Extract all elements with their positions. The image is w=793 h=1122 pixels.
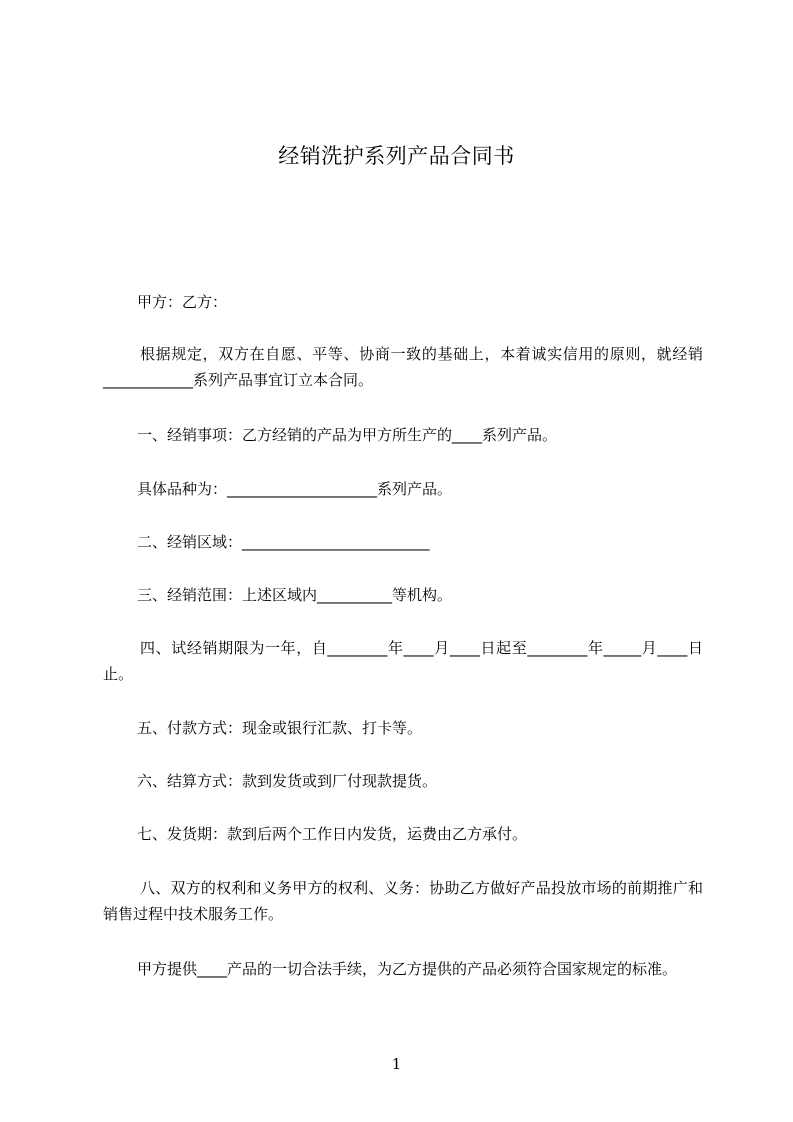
document-title: 经销洗护系列产品合同书 bbox=[278, 144, 515, 168]
clause-distribution-matters: 一、经销事项：乙方经销的产品为甲方所生产的____系列产品。 bbox=[137, 426, 558, 444]
clause-delivery-period: 七、发货期：款到后两个工作日内发货，运费由乙方承付。 bbox=[137, 825, 528, 843]
clause-distribution-region: 二、经销区域：_________________________ bbox=[137, 533, 430, 551]
clause-distribution-scope: 三、经销范围：上述区域内__________等机构。 bbox=[137, 586, 453, 604]
preamble-paragraph: 根据规定，双方在自愿、平等、协商一致的基础上，本着诚实信用的原则，就经销____________系列产品事宜订立本合同。 bbox=[103, 345, 703, 389]
clause-trial-period: 四、试经销期限为一年，自________年____月____日起至________年_____月____日止。 bbox=[103, 639, 703, 683]
clause-settlement-method: 六、结算方式：款到发货或到厂付现款提货。 bbox=[137, 772, 438, 790]
clause-party-a-documents: 甲方提供____产品的一切合法手续，为乙方提供的产品必须符合国家规定的标准。 bbox=[137, 960, 678, 978]
clause-product-varieties: 具体品种为：____________________系列产品。 bbox=[137, 480, 453, 498]
parties-line: 甲方：乙方： bbox=[137, 293, 228, 311]
page-number: 1 bbox=[391, 1055, 402, 1073]
clause-payment-method: 五、付款方式：现金或银行汇款、打卡等。 bbox=[137, 719, 423, 737]
clause-rights-obligations: 八、双方的权利和义务甲方的权利、义务：协助乙方做好产品投放市场的前期推广和销售过程中技术服务工作。 bbox=[103, 879, 703, 923]
